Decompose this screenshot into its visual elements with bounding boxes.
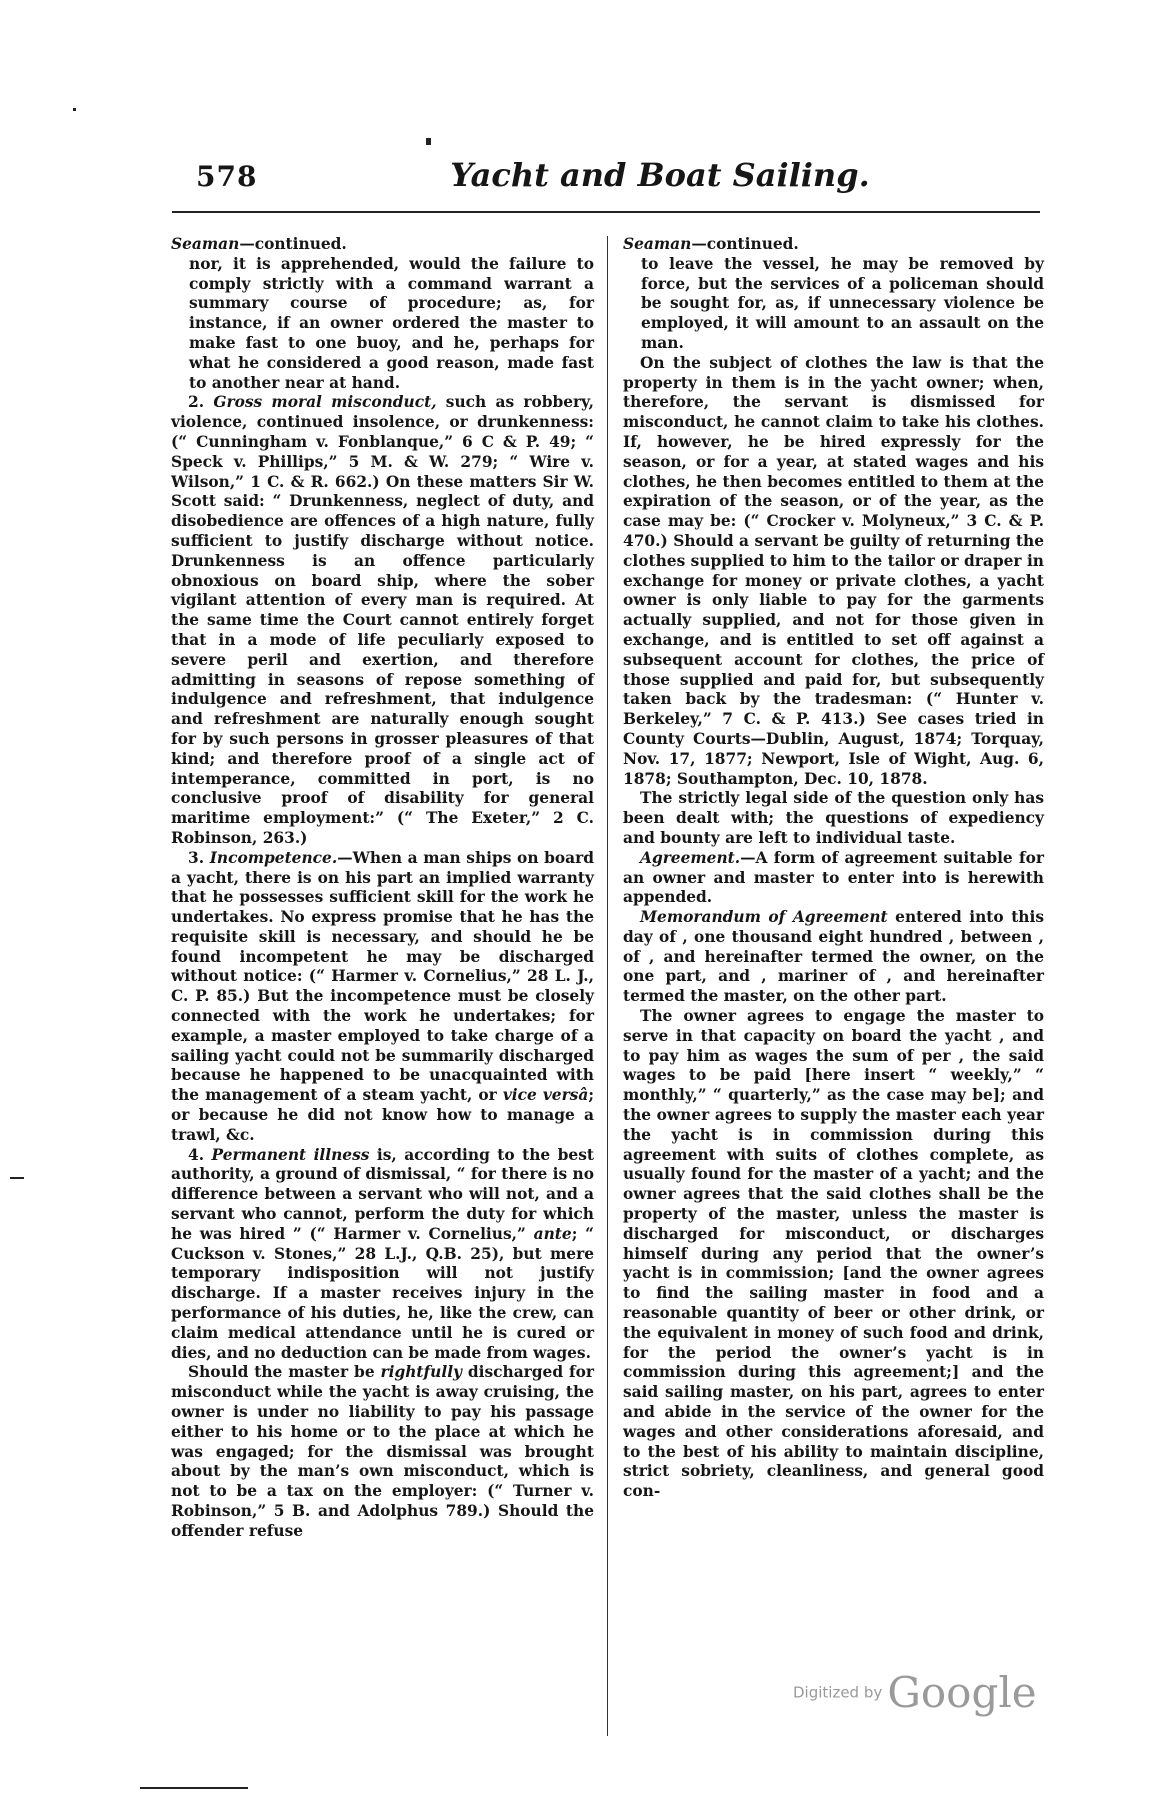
column-divider (607, 236, 608, 1736)
paragraph: On the subject of clothes the law is that the property in them is in the yacht owner; when, therefore, the servant is dismissed for misconduct, he cannot claim to take his clothes. If, however, he be hired expressly for the season, or for a year, at stated wages and his clothes, he then becomes entitled to them at the expiration of the season, or of the year, as the case may be: (“ Crocker v. Molyneux,” 3 C. & P. 470.) Should a servant be guilty of returning the clothes supplied to him to the tailor or draper in exchange for money or private clothes, a yacht owner is only liable to pay for the garments actually supplied, and not for those given in exchange, and is entitled to set off against a subsequent account for clothes, the price of those supplied and paid for, but subsequently taken back by the tradesman: (“ Hunter v. Berkeley,” 7 C. & P. 413.) See cases tried in County Courts—Dublin, August, 1874; Torquay, Nov. 17, 1877; Newport, Isle of Wight, Aug. 6, 1878; Southampton, Dec. 10, 1878. (623, 353, 1044, 788)
scan-speck (140, 1787, 248, 1789)
paragraph: nor, it is apprehended, would the failure to comply strictly with a command warrant a summary course of procedure; as, for instance, if an owner ordered the master to make fast to one buoy, and he, perhaps for what he considered a good reason, made fast to another near at hand. (189, 254, 594, 392)
paragraph: 4. Permanent illness is, according to the best authority, a ground of dismissal, “ for there is no difference between a servant who will not, and a servant who cannot, perform the duty for which he was hired ” (“ Harmer v. Cornelius,” ante; “ Cuckson v. Stones,” 28 L.J., Q.B. 25), but mere temporary indisposition will not justify discharge. If a master receives injury in the performance of his duties, he, like the crew, can claim medical attendance until he is cured or dies, and no deduction can be made from wages. (171, 1145, 594, 1362)
digitized-watermark (793, 1668, 1037, 1717)
paragraph: 3. Incompetence.—When a man ships on board a yacht, there is on his part an implied warranty that he possesses sufficient skill for the work he undertakes. No express promise that he has the requisite skill is necessary, and should he be found incompetent he may be discharged without notice: (“ Harmer v. Cornelius,” 28 L. J., C. P. 85.) But the incompetence must be closely connected with the work he undertakes; for example, a master employed to take charge of a sailing yacht could not be summarily discharged because he happened to be unacquainted with the management of a steam yacht, or vice versâ; or because he did not know how to manage a trawl, &c. (171, 848, 595, 1144)
paragraph: The strictly legal side of the question only has been dealt with; the questions of expediency and bounty are left to individual taste. (623, 789, 1044, 847)
scan-speck (426, 138, 431, 145)
agreement-memorandum: Memorandum of Agreement entered into this day of , one thousand eight hundred , between , of , and hereinafter termed the owner, on the one part, and , mariner of , and hereinafter termed the master, on the other part. (623, 908, 1045, 1006)
paragraph: Agreement.—A form of agreement suitable for an owner and master to enter into is herewith appended. (623, 848, 1044, 907)
scan-speck (10, 1177, 24, 1179)
paragraph: to leave the vessel, he may be removed by force, but the services of a policeman should be sought for, as, if unnecessary violence be employed, it will amount to an assault on the man. (641, 254, 1044, 352)
google-logo: Google (887, 1668, 1037, 1717)
right-column (623, 235, 1044, 1502)
header-rule (172, 211, 1040, 213)
scan-speck (73, 108, 76, 111)
running-title: Yacht and Boat Sailing. (450, 156, 870, 194)
paragraph: Should the master be rightfully discharged for misconduct while the yacht is away cruising, the owner is under no liability to pay his passage either to his home or to the place at which he was engaged; for the dismissal was brought about by the man’s own misconduct, which is not to be a tax on the employer: (“ Turner v. Robinson,” 5 B. and Adolphus 789.) Should the offender refuse (171, 1363, 594, 1540)
paragraph: 2. Gross moral misconduct, such as robbery, violence, continued insolence, or drunkenness: (“ Cunningham v. Fonblanque,” 6 C & P. 49; “ Speck v. Phillips,” 5 M. & W. 279; “ Wire v. Wilson,” 1 C. & R. 662.) On these matters Sir W. Scott said: “ Drunkenness, neglect of duty, and disobedience are offences of a high nature, fully sufficient to justify discharge without notice. Drunkenness is an offence particularly obnoxious on board ship, where the sober vigilant attention of every man is required. At the same time the Court cannot entirely forget that in a mode of life peculiarly exposed to severe peril and exertion, and therefore admitting in seasons of repose something of indulgence and refreshment, that indulgence and refreshment are naturally enough sought for by such persons in grosser pleasures of that kind; and therefore proof of a single act of intemperance, committed in port, is no conclusive proof of disability for general maritime employment:” (“ The Exeter,” 2 C. Robinson, 263.) (171, 393, 594, 847)
continued-heading: Seaman—continued. (171, 235, 347, 253)
paragraph: The owner agrees to engage the master to serve in that capacity on board the yacht , and to pay him as wages the sum of per , the said wages to be paid [here insert “ weekly,” “ monthly,” “ quarterly,” as the case may be]; and the owner agrees to supply the master each year the yacht is in commission during this agreement with suits of clothes complete, as usually found for the master of a yacht; and the owner agrees that the said clothes shall be the property of the master, unless the master is discharged for misconduct, or discharges himself during any period that the owner’s yacht is in commission; [and the owner agrees to find the sailing master in food and a reasonable quantity of beer or other drink, or the equivalent in money of such food and drink, for the period the owner’s yacht is in commission during this agreement;] and the said sailing master, on his part, agrees to enter and abide in the service of the owner for the wages and other considerations aforesaid, and to the best of his ability to maintain discipline, strict sobriety, cleanliness, and general good con- (623, 1007, 1044, 1501)
page-number: 578 (196, 160, 258, 193)
watermark-prefix: Digitized by (793, 1683, 883, 1702)
continued-heading: Seaman—continued. (623, 235, 799, 253)
left-column (171, 235, 594, 1542)
